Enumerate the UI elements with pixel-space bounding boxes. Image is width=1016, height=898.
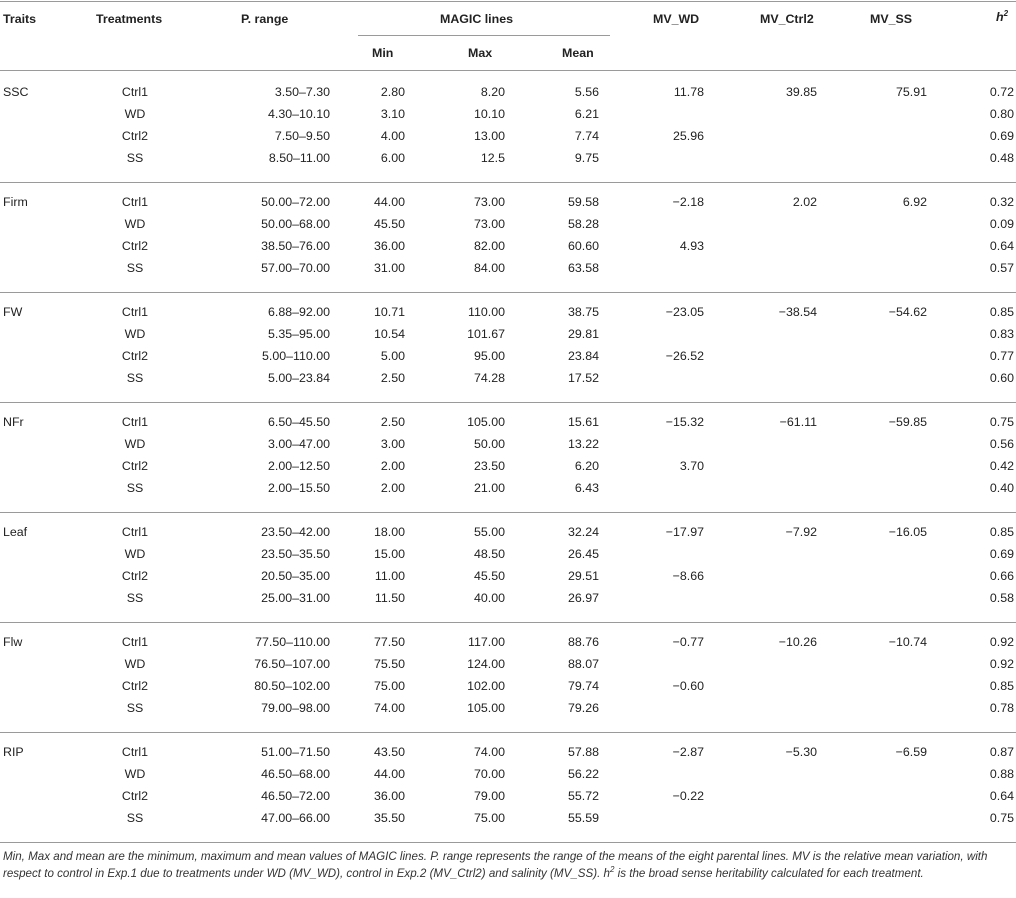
min-cell: 6.00: [380, 151, 405, 165]
p-range-cell: 50.00–68.00: [261, 217, 330, 231]
mv-wd-cell: −2.87: [672, 745, 704, 759]
trait-label: Firm: [3, 195, 28, 209]
h2-cell: 0.66: [989, 569, 1014, 583]
max-cell: 95.00: [473, 349, 505, 363]
group-separator-rule: [0, 512, 1016, 513]
max-cell: 102.00: [467, 679, 505, 693]
treatment-cell: Ctrl2: [121, 569, 149, 583]
mean-cell: 79.26: [567, 701, 599, 715]
treatment-cell: WD: [124, 217, 146, 231]
p-range-cell: 46.50–68.00: [261, 767, 330, 781]
mv-wd-cell: −0.22: [672, 789, 704, 803]
p-range-cell: 5.35–95.00: [267, 327, 330, 341]
mv-wd-cell: −8.66: [672, 569, 704, 583]
mean-cell: 88.07: [567, 657, 599, 671]
max-cell: 40.00: [473, 591, 505, 605]
header-mv-ss: MV_SS: [870, 12, 913, 26]
max-cell: 45.50: [473, 569, 505, 583]
treatment-cell: SS: [126, 481, 144, 495]
p-range-cell: 2.00–12.50: [267, 459, 330, 473]
treatment-cell: Ctrl2: [121, 349, 149, 363]
p-range-cell: 46.50–72.00: [261, 789, 330, 803]
h2-cell: 0.58: [989, 591, 1014, 605]
mv-ss-cell: −10.74: [888, 635, 927, 649]
p-range-cell: 3.00–47.00: [267, 437, 330, 451]
treatment-cell: Ctrl1: [121, 525, 149, 539]
mean-cell: 59.58: [567, 195, 599, 209]
mean-cell: 55.59: [567, 811, 599, 825]
mv-ss-cell: 75.91: [895, 85, 927, 99]
max-cell: 73.00: [473, 217, 505, 231]
max-cell: 12.5: [480, 151, 505, 165]
min-cell: 74.00: [373, 701, 405, 715]
p-range-cell: 79.00–98.00: [261, 701, 330, 715]
mv-ctrl2-cell: −7.92: [785, 525, 817, 539]
trait-label: Leaf: [3, 525, 28, 539]
treatment-cell: SS: [126, 261, 144, 275]
p-range-cell: 6.88–92.00: [267, 305, 330, 319]
min-cell: 4.00: [380, 129, 405, 143]
mean-cell: 29.51: [567, 569, 599, 583]
h2-cell: 0.88: [989, 767, 1014, 781]
min-cell: 35.50: [373, 811, 405, 825]
mv-wd-cell: −2.18: [672, 195, 704, 209]
min-cell: 2.50: [380, 371, 405, 385]
table-footnote: Min, Max and mean are the minimum, maximum and mean values of MAGIC lines. P. range represents the range of the means of the eight parental lines. MV is the relative mean variation, with respect to control in Exp.1 due to treatments under WD (MV_WD), control in Exp.2 (MV_Ctrl2) and salinity (MV_SS). $h^2$ is the broad sense heritability calculated for each treatment.: [3, 850, 988, 880]
treatment-cell: Ctrl2: [121, 239, 149, 253]
group-separator-rule: [0, 622, 1016, 623]
max-cell: 101.67: [467, 327, 505, 341]
p-range-cell: 57.00–70.00: [261, 261, 330, 275]
treatment-cell: SS: [126, 591, 144, 605]
table-top-rule: [0, 1, 1016, 2]
mv-ss-cell: −16.05: [888, 525, 927, 539]
mv-wd-cell: −17.97: [665, 525, 704, 539]
magic-lines-rule: [358, 35, 610, 36]
min-cell: 36.00: [373, 789, 405, 803]
treatment-cell: Ctrl2: [121, 129, 149, 143]
treatment-cell: Ctrl1: [121, 85, 149, 99]
min-cell: 44.00: [373, 195, 405, 209]
mv-ctrl2-cell: 39.85: [785, 85, 817, 99]
mean-cell: 88.76: [567, 635, 599, 649]
p-range-cell: 76.50–107.00: [254, 657, 330, 671]
max-cell: 105.00: [467, 415, 505, 429]
h2-cell: 0.69: [989, 129, 1014, 143]
h2-cell: 0.77: [989, 349, 1014, 363]
max-cell: 23.50: [473, 459, 505, 473]
p-range-cell: 23.50–42.00: [261, 525, 330, 539]
p-range-cell: 3.50–7.30: [274, 85, 330, 99]
min-cell: 43.50: [373, 745, 405, 759]
h2-cell: 0.85: [989, 525, 1014, 539]
p-range-cell: 4.30–10.10: [267, 107, 330, 121]
h2-cell: 0.85: [989, 679, 1014, 693]
p-range-cell: 5.00–23.84: [267, 371, 330, 385]
p-range-cell: 51.00–71.50: [261, 745, 330, 759]
mean-cell: 26.97: [567, 591, 599, 605]
mean-cell: 26.45: [567, 547, 599, 561]
h2-cell: 0.09: [989, 217, 1014, 231]
mean-cell: 15.61: [567, 415, 599, 429]
treatment-cell: Ctrl1: [121, 415, 149, 429]
max-cell: 50.00: [473, 437, 505, 451]
mv-wd-cell: 25.96: [672, 129, 704, 143]
p-range-cell: 2.00–15.50: [267, 481, 330, 495]
mean-cell: 63.58: [567, 261, 599, 275]
min-cell: 10.71: [373, 305, 405, 319]
p-range-cell: 8.50–11.00: [268, 151, 330, 165]
mv-wd-cell: 4.93: [679, 239, 704, 253]
treatment-cell: Ctrl2: [121, 789, 149, 803]
mean-cell: 55.72: [567, 789, 599, 803]
min-cell: 2.80: [380, 85, 405, 99]
min-cell: 2.00: [380, 459, 405, 473]
treatment-cell: SS: [126, 371, 144, 385]
table-bottom-rule: [0, 842, 1016, 843]
treatment-cell: WD: [124, 767, 146, 781]
trait-label: Flw: [3, 635, 23, 649]
max-cell: 10.10: [473, 107, 505, 121]
max-cell: 84.00: [473, 261, 505, 275]
mean-cell: 7.74: [574, 129, 599, 143]
treatment-cell: WD: [124, 437, 146, 451]
mean-cell: 13.22: [567, 437, 599, 451]
h2-cell: 0.75: [989, 415, 1014, 429]
p-range-cell: 5.00–110.00: [262, 349, 330, 363]
group-separator-rule: [0, 182, 1016, 183]
header-bottom-rule: [0, 70, 1016, 71]
mv-ctrl2-cell: 2.02: [792, 195, 817, 209]
header-traits: Traits: [3, 12, 37, 26]
h2-cell: 0.69: [989, 547, 1014, 561]
mv-wd-cell: −0.60: [672, 679, 704, 693]
mv-ctrl2-cell: −5.30: [785, 745, 817, 759]
min-cell: 3.00: [380, 437, 405, 451]
mv-wd-cell: −15.32: [665, 415, 704, 429]
trait-label: SSC: [3, 85, 29, 99]
h2-cell: 0.83: [989, 327, 1014, 341]
p-range-cell: 23.50–35.50: [261, 547, 330, 561]
p-range-cell: 80.50–102.00: [254, 679, 330, 693]
treatment-cell: Ctrl2: [121, 459, 149, 473]
header-mv-wd: MV_WD: [653, 12, 700, 26]
mv-ss-cell: −6.59: [895, 745, 927, 759]
h2-cell: 0.78: [989, 701, 1014, 715]
treatment-cell: SS: [126, 811, 144, 825]
treatment-cell: Ctrl1: [121, 305, 149, 319]
mv-wd-cell: 3.70: [679, 459, 704, 473]
h2-cell: 0.75: [989, 811, 1014, 825]
group-separator-rule: [0, 292, 1016, 293]
mean-cell: 6.21: [574, 107, 599, 121]
mean-cell: 29.81: [567, 327, 599, 341]
h2-cell: 0.32: [989, 195, 1014, 209]
mv-wd-cell: 11.78: [673, 85, 704, 99]
treatment-cell: Ctrl2: [121, 679, 149, 693]
header-min: Min: [372, 46, 394, 60]
p-range-cell: 50.00–72.00: [261, 195, 330, 209]
mean-cell: 17.52: [567, 371, 599, 385]
mv-wd-cell: −26.52: [665, 349, 704, 363]
min-cell: 2.50: [380, 415, 405, 429]
header-p-range: P. range: [241, 12, 289, 26]
max-cell: 110.00: [468, 305, 505, 319]
max-cell: 8.20: [480, 85, 505, 99]
min-cell: 11.50: [374, 591, 405, 605]
max-cell: 70.00: [473, 767, 505, 781]
min-cell: 44.00: [373, 767, 405, 781]
p-range-cell: 20.50–35.00: [261, 569, 330, 583]
treatment-cell: WD: [124, 547, 146, 561]
mean-cell: 58.28: [567, 217, 599, 231]
max-cell: 117.00: [468, 635, 505, 649]
mean-cell: 6.20: [574, 459, 599, 473]
header-treatments: Treatments: [96, 12, 163, 26]
mv-wd-cell: −23.05: [665, 305, 704, 319]
h2-cell: 0.92: [989, 635, 1014, 649]
p-range-cell: 47.00–66.00: [261, 811, 330, 825]
max-cell: 13.00: [473, 129, 505, 143]
min-cell: 31.00: [373, 261, 405, 275]
min-cell: 18.00: [373, 525, 405, 539]
max-cell: 75.00: [473, 811, 505, 825]
max-cell: 55.00: [473, 525, 505, 539]
mean-cell: 57.88: [567, 745, 599, 759]
mv-ctrl2-cell: −61.11: [779, 415, 817, 429]
p-range-cell: 6.50–45.50: [267, 415, 330, 429]
h2-cell: 0.64: [989, 789, 1014, 803]
max-cell: 74.28: [473, 371, 505, 385]
group-separator-rule: [0, 402, 1016, 403]
treatment-cell: WD: [124, 327, 146, 341]
max-cell: 124.00: [467, 657, 505, 671]
treatment-cell: SS: [126, 151, 144, 165]
min-cell: 10.54: [373, 327, 405, 341]
treatment-cell: WD: [124, 657, 146, 671]
header-mv-ctrl2: MV_Ctrl2: [760, 12, 814, 26]
treatment-cell: Ctrl1: [121, 635, 149, 649]
header-mean: Mean: [562, 46, 594, 60]
mean-cell: 60.60: [567, 239, 599, 253]
min-cell: 2.00: [380, 481, 405, 495]
max-cell: 21.00: [473, 481, 505, 495]
trait-label: RIP: [3, 745, 24, 759]
h2-cell: 0.56: [989, 437, 1014, 451]
max-cell: 79.00: [473, 789, 505, 803]
h2-cell: 0.42: [989, 459, 1014, 473]
mv-ctrl2-cell: −10.26: [778, 635, 817, 649]
min-cell: 3.10: [380, 107, 405, 121]
p-range-cell: 7.50–9.50: [274, 129, 330, 143]
mv-ss-cell: −54.62: [888, 305, 927, 319]
max-cell: 74.00: [473, 745, 505, 759]
treatment-cell: Ctrl1: [121, 195, 149, 209]
min-cell: 77.50: [373, 635, 405, 649]
trait-label: NFr: [3, 415, 24, 429]
mean-cell: 38.75: [567, 305, 599, 319]
max-cell: 48.50: [473, 547, 505, 561]
mv-ss-cell: −59.85: [888, 415, 927, 429]
mv-wd-cell: −0.77: [672, 635, 704, 649]
p-range-cell: 38.50–76.00: [261, 239, 330, 253]
mean-cell: 56.22: [567, 767, 599, 781]
mv-ss-cell: 6.92: [902, 195, 927, 209]
treatment-cell: SS: [126, 701, 144, 715]
h2-cell: 0.60: [989, 371, 1014, 385]
header-max: Max: [468, 46, 493, 60]
min-cell: 11.00: [374, 569, 405, 583]
min-cell: 75.00: [373, 679, 405, 693]
p-range-cell: 77.50–110.00: [255, 635, 330, 649]
h2-cell: 0.57: [989, 261, 1014, 275]
mean-cell: 6.43: [574, 481, 599, 495]
mean-cell: 79.74: [567, 679, 599, 693]
treatment-cell: WD: [124, 107, 146, 121]
trait-label: FW: [3, 305, 23, 319]
h2-cell: 0.80: [989, 107, 1014, 121]
h2-cell: 0.92: [989, 657, 1014, 671]
min-cell: 75.50: [373, 657, 405, 671]
mv-ctrl2-cell: −38.54: [778, 305, 817, 319]
h2-cell: 0.72: [989, 85, 1014, 99]
max-cell: 105.00: [467, 701, 505, 715]
header-magic-lines: MAGIC lines: [440, 12, 513, 26]
h2-cell: 0.85: [989, 305, 1014, 319]
mean-cell: 23.84: [567, 349, 599, 363]
min-cell: 45.50: [373, 217, 405, 231]
min-cell: 5.00: [380, 349, 405, 363]
mean-cell: 5.56: [574, 85, 599, 99]
h2-cell: 0.87: [989, 745, 1014, 759]
h2-cell: 0.48: [989, 151, 1014, 165]
mean-cell: 9.75: [574, 151, 599, 165]
max-cell: 82.00: [473, 239, 505, 253]
min-cell: 15.00: [373, 547, 405, 561]
p-range-cell: 25.00–31.00: [261, 591, 330, 605]
treatment-cell: Ctrl1: [121, 745, 149, 759]
h2-cell: 0.40: [989, 481, 1014, 495]
h2-cell: 0.64: [989, 239, 1014, 253]
header-h2: $h^2$: [996, 8, 1009, 24]
min-cell: 36.00: [373, 239, 405, 253]
max-cell: 73.00: [473, 195, 505, 209]
group-separator-rule: [0, 732, 1016, 733]
mean-cell: 32.24: [567, 525, 599, 539]
